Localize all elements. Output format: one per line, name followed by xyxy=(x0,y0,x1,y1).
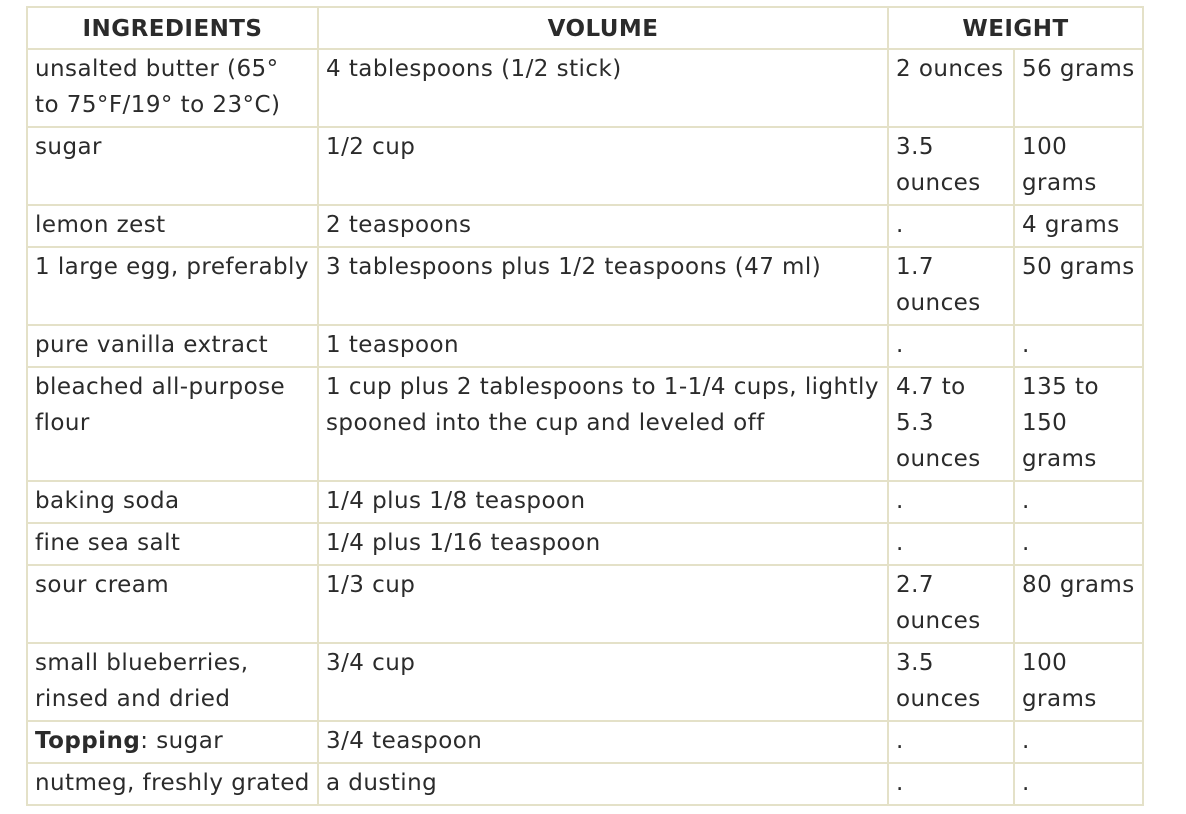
volume-cell: 2 teaspoons xyxy=(318,205,888,247)
volume-cell: 1 teaspoon xyxy=(318,325,888,367)
weight-ounces-cell: 2 ounces xyxy=(888,49,1014,127)
table-row xyxy=(27,721,1143,763)
weight-grams-cell: 50 grams xyxy=(1014,247,1143,325)
table-row xyxy=(27,325,1143,367)
topping-ingredient: : sugar xyxy=(140,728,224,754)
ingredients-table xyxy=(26,6,1144,806)
weight-ounces-cell: 3.5 ounces xyxy=(888,127,1014,205)
ingredient-cell: 1 large egg, preferably xyxy=(27,247,318,325)
table-row xyxy=(27,481,1143,523)
weight-grams-cell: . xyxy=(1014,325,1143,367)
header-row xyxy=(27,7,1143,49)
weight-grams-cell: 80 grams xyxy=(1014,565,1143,643)
weight-grams-cell: . xyxy=(1014,721,1143,763)
volume-cell: 3 tablespoons plus 1/2 teaspoons (47 ml) xyxy=(318,247,888,325)
weight-ounces-cell: . xyxy=(888,325,1014,367)
weight-grams-cell: . xyxy=(1014,763,1143,805)
weight-grams-cell: 4 grams xyxy=(1014,205,1143,247)
volume-cell: 1/4 plus 1/16 teaspoon xyxy=(318,523,888,565)
ingredient-cell: fine sea salt xyxy=(27,523,318,565)
table-row xyxy=(27,523,1143,565)
volume-cell: 3/4 cup xyxy=(318,643,888,721)
weight-ounces-cell: . xyxy=(888,205,1014,247)
weight-grams-cell: . xyxy=(1014,481,1143,523)
weight-grams-cell: 100 grams xyxy=(1014,643,1143,721)
ingredient-cell: bleached all-purpose flour xyxy=(27,367,318,481)
ingredient-cell: sugar xyxy=(27,127,318,205)
ingredient-cell: baking soda xyxy=(27,481,318,523)
weight-ounces-cell: 2.7 ounces xyxy=(888,565,1014,643)
header-ingredients: INGREDIENTS xyxy=(27,7,318,49)
weight-ounces-cell: 4.7 to 5.3 ounces xyxy=(888,367,1014,481)
topping-label: Topping xyxy=(35,728,141,754)
volume-cell: 4 tablespoons (1/2 stick) xyxy=(318,49,888,127)
volume-cell: 1 cup plus 2 tablespoons to 1-1/4 cups, lightly spooned into the cup and leveled off xyxy=(318,367,888,481)
ingredient-cell: small blueberries, rinsed and dried xyxy=(27,643,318,721)
table-row xyxy=(27,763,1143,805)
table-row xyxy=(27,205,1143,247)
recipe-table-container xyxy=(26,6,1144,806)
header-weight: WEIGHT xyxy=(888,7,1143,49)
volume-cell: 1/4 plus 1/8 teaspoon xyxy=(318,481,888,523)
weight-ounces-cell: 3.5 ounces xyxy=(888,643,1014,721)
volume-cell: 1/2 cup xyxy=(318,127,888,205)
table-row xyxy=(27,565,1143,643)
ingredient-cell: nutmeg, freshly grated xyxy=(27,763,318,805)
weight-ounces-cell: . xyxy=(888,763,1014,805)
table-row xyxy=(27,247,1143,325)
weight-grams-cell: 56 grams xyxy=(1014,49,1143,127)
ingredient-cell xyxy=(27,721,318,763)
ingredient-cell: pure vanilla extract xyxy=(27,325,318,367)
weight-ounces-cell: . xyxy=(888,721,1014,763)
volume-cell: 1/3 cup xyxy=(318,565,888,643)
table-row xyxy=(27,367,1143,481)
weight-grams-cell: 135 to 150 grams xyxy=(1014,367,1143,481)
header-volume: VOLUME xyxy=(318,7,888,49)
ingredient-cell: unsalted butter (65° to 75°F/19° to 23°C) xyxy=(27,49,318,127)
weight-ounces-cell: . xyxy=(888,523,1014,565)
weight-ounces-cell: 1.7 ounces xyxy=(888,247,1014,325)
table-row xyxy=(27,643,1143,721)
ingredient-cell: lemon zest xyxy=(27,205,318,247)
ingredient-cell: sour cream xyxy=(27,565,318,643)
table-row xyxy=(27,127,1143,205)
weight-ounces-cell: . xyxy=(888,481,1014,523)
weight-grams-cell: 100 grams xyxy=(1014,127,1143,205)
volume-cell: a dusting xyxy=(318,763,888,805)
weight-grams-cell: . xyxy=(1014,523,1143,565)
table-row xyxy=(27,49,1143,127)
volume-cell: 3/4 teaspoon xyxy=(318,721,888,763)
